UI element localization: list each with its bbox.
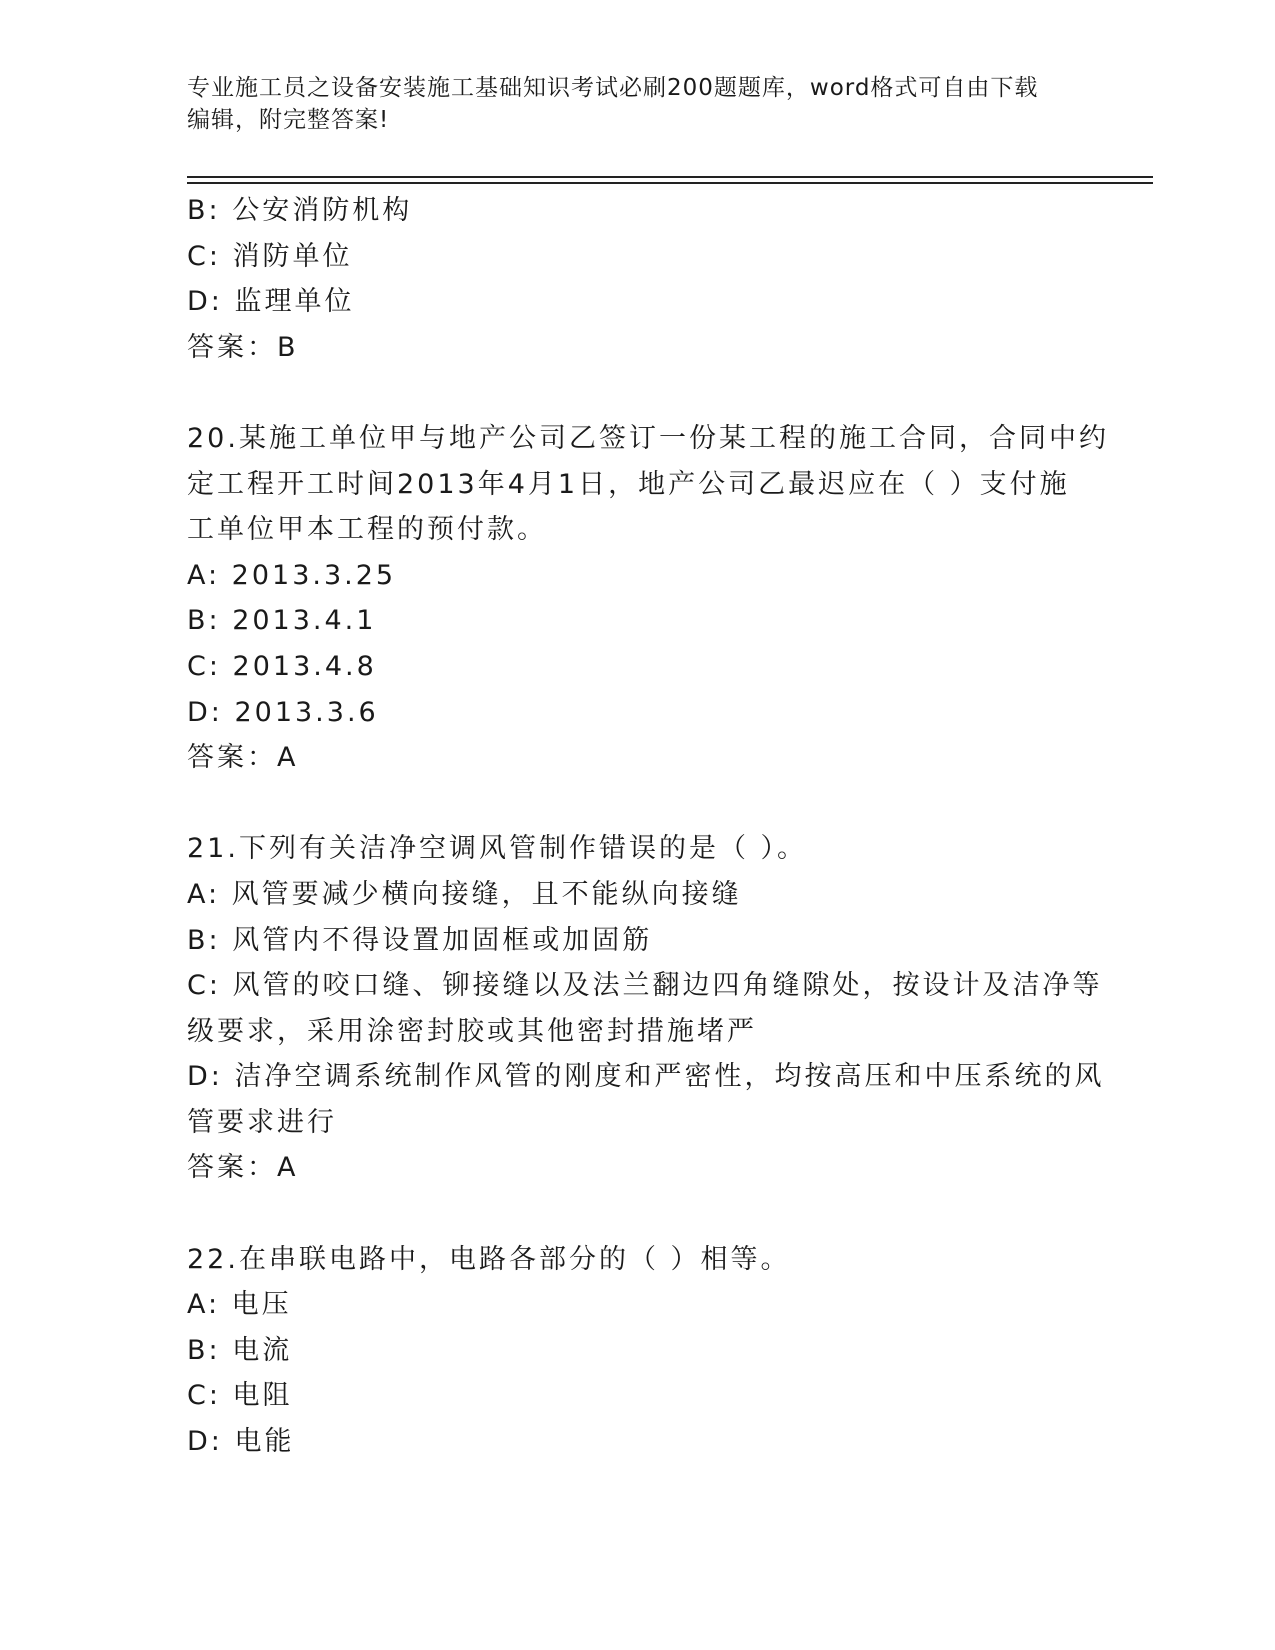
question-22 (187, 1237, 1087, 1465)
header-divider-top (187, 176, 1153, 178)
answer-line: 答案：A (187, 1152, 299, 1184)
option-d-line-2: 管要求进行 (187, 1106, 337, 1138)
question-stem-line: 22.在串联电路中，电路各部分的（ ）相等。 (187, 1243, 791, 1275)
question-content (187, 188, 1109, 1465)
question-21 (187, 826, 1105, 1191)
option-b: B: 风管内不得设置加固框或加固筋 (187, 924, 653, 956)
question-19-continued (187, 188, 1087, 370)
option-c: C: 2013.4.8 (187, 650, 377, 682)
option-c-line-2: 级要求，采用涂密封胶或其他密封措施堵严 (187, 1015, 757, 1047)
question-stem-line: 工单位甲本工程的预付款。 (187, 514, 547, 546)
spacer (187, 370, 1087, 416)
option-b: B: 电流 (187, 1334, 293, 1366)
option-d: D: 2013.3.6 (187, 696, 379, 728)
option-c: C: 电阻 (187, 1380, 293, 1412)
answer-line: 答案：A (187, 742, 299, 774)
option-d: D: 监理单位 (187, 286, 355, 318)
option-b: B: 公安消防机构 (187, 195, 413, 226)
option-a: A: 2013.3.25 (187, 559, 397, 591)
question-stem-line: 21.下列有关洁净空调风管制作错误的是（ ）。 (187, 833, 808, 865)
question-20 (187, 416, 1109, 781)
header-divider-bottom (187, 182, 1153, 184)
option-d-line-1: D: 洁净空调系统制作风管的刚度和严密性，均按高压和中压系统的风 (187, 1061, 1105, 1093)
question-stem-line: 定工程开工时间2013年4月1日，地产公司乙最迟应在（ ）支付施 (187, 468, 1070, 500)
header-title-line-2: 编辑，附完整答案! (187, 107, 390, 133)
option-d: D: 电能 (187, 1426, 295, 1458)
question-stem-line: 20.某施工单位甲与地产公司乙签订一份某工程的施工合同，合同中约 (187, 422, 1109, 454)
option-c: C: 消防单位 (187, 240, 353, 272)
spacer (187, 781, 1087, 827)
header-title-line-1: 专业施工员之设备安装施工基础知识考试必刷200题题库，word格式可自由下载 (187, 75, 1039, 101)
option-a: A: 电压 (187, 1289, 292, 1321)
document-header (187, 72, 1067, 136)
option-a: A: 风管要减少横向接缝，且不能纵向接缝 (187, 878, 742, 910)
option-b: B: 2013.4.1 (187, 605, 377, 637)
spacer (187, 1191, 1087, 1237)
option-c-line-1: C: 风管的咬口缝、铆接缝以及法兰翻边四角缝隙处，按设计及洁净等 (187, 970, 1103, 1002)
answer-line: 答案：B (187, 331, 299, 363)
